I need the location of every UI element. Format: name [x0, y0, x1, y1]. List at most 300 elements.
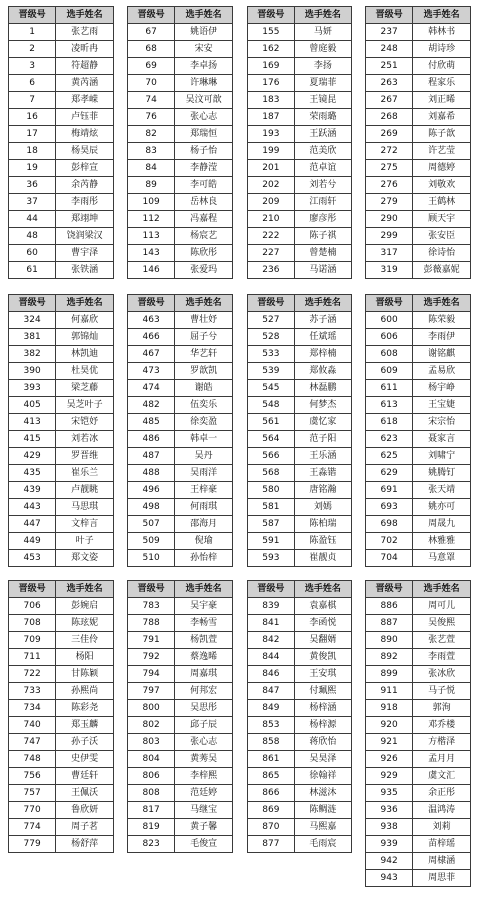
- contestant-name: 三佳伶: [56, 632, 114, 649]
- table-row: [9, 397, 114, 414]
- table-row: [128, 465, 233, 482]
- table-row: [128, 75, 233, 92]
- qualifier-number: 109: [128, 194, 175, 211]
- contestant-name: 刘啸宁: [413, 448, 471, 465]
- qualifier-number: 587: [248, 516, 295, 533]
- qualifier-number: 791: [128, 632, 175, 649]
- table-row: [9, 177, 114, 194]
- contestant-name: 杨宇峥: [413, 380, 471, 397]
- qualifier-number: 892: [366, 649, 413, 666]
- contestant-name: 范美欣: [294, 143, 351, 160]
- contestant-name: 梁芝藤: [56, 380, 114, 397]
- contestant-name: 孟月月: [413, 751, 471, 768]
- qualifier-number: 488: [128, 465, 175, 482]
- table-row: [9, 143, 114, 160]
- table-row: [248, 245, 352, 262]
- contestant-name: 郑孝嵘: [56, 92, 114, 109]
- qualifier-number: 722: [9, 666, 56, 683]
- contestant-name: 孟易欣: [413, 363, 471, 380]
- qualifier-number: 324: [9, 312, 56, 329]
- contestant-name: 周棣涵: [413, 853, 471, 870]
- qualifier-number: 162: [248, 41, 295, 58]
- contestant-name: 苗梓瑶: [413, 836, 471, 853]
- qualifier-number: 702: [366, 533, 413, 550]
- table-row: [9, 819, 114, 836]
- qualifier-number: 6: [9, 75, 56, 92]
- qualifier-number: 405: [9, 397, 56, 414]
- table-row: [128, 482, 233, 499]
- table-row: [9, 126, 114, 143]
- contestant-name: 吴汶可歆: [175, 92, 233, 109]
- table-row: [366, 160, 471, 177]
- qualifier-number: 510: [128, 550, 175, 567]
- contestant-name: 吴昊泽: [294, 751, 351, 768]
- qualifier-number: 533: [248, 346, 295, 363]
- qualifier-number: 788: [128, 615, 175, 632]
- qualifier-number: 861: [248, 751, 295, 768]
- contestant-name: 陈柏瑞: [294, 516, 351, 533]
- qualifier-number: 44: [9, 211, 56, 228]
- table-row: [248, 329, 352, 346]
- contestant-name: 林凯迪: [56, 346, 114, 363]
- contestant-name: 崔靓贞: [294, 550, 351, 567]
- header-number: 晋级号: [128, 7, 175, 24]
- header-row: [128, 581, 233, 598]
- qualifier-number: 877: [248, 836, 295, 853]
- contestant-name: 陈鲷涟: [294, 802, 351, 819]
- ranking-table: [127, 6, 233, 279]
- qualifier-number: 942: [366, 853, 413, 870]
- table-row: [366, 870, 471, 887]
- contestant-name: 卢靓眺: [56, 482, 114, 499]
- contestant-name: 蔡逸晞: [175, 649, 233, 666]
- header-number: 晋级号: [9, 581, 56, 598]
- table-row: [366, 550, 471, 567]
- qualifier-number: 272: [366, 143, 413, 160]
- table-row: [9, 751, 114, 768]
- contestant-name: 邱子辰: [175, 717, 233, 734]
- header-name: 选手姓名: [294, 581, 351, 598]
- table-row: [366, 499, 471, 516]
- table-row: [128, 109, 233, 126]
- contestant-name: 曾楚楠: [294, 245, 351, 262]
- qualifier-number: 849: [248, 700, 295, 717]
- contestant-name: 郑玉麟: [56, 717, 114, 734]
- table-row: [128, 211, 233, 228]
- block-1: [8, 6, 114, 279]
- contestant-name: 顾天宇: [413, 211, 471, 228]
- contestant-name: 廖彦彤: [294, 211, 351, 228]
- block-5: [8, 294, 114, 567]
- block-11: [247, 580, 352, 853]
- contestant-name: 曹宇泽: [56, 245, 114, 262]
- contestant-name: 史伊雯: [56, 751, 114, 768]
- table-row: [248, 700, 352, 717]
- contestant-name: 吴雨洋: [175, 465, 233, 482]
- qualifier-number: 613: [366, 397, 413, 414]
- qualifier-number: 869: [248, 802, 295, 819]
- contestant-name: 周德婷: [413, 160, 471, 177]
- header-name: 选手姓名: [294, 295, 351, 312]
- qualifier-number: 779: [9, 836, 56, 853]
- contestant-name: 郭洵: [413, 700, 471, 717]
- contestant-name: 马妍: [294, 24, 351, 41]
- qualifier-number: 413: [9, 414, 56, 431]
- contestant-name: 方楷泽: [413, 734, 471, 751]
- ranking-table: [127, 580, 233, 853]
- table-row: [366, 41, 471, 58]
- contestant-name: 王镜昆: [294, 92, 351, 109]
- qualifier-number: 611: [366, 380, 413, 397]
- qualifier-number: 176: [248, 75, 295, 92]
- qualifier-number: 890: [366, 632, 413, 649]
- contestant-name: 张艺萱: [413, 632, 471, 649]
- table-row: [366, 615, 471, 632]
- table-row: [9, 431, 114, 448]
- table-row: [9, 700, 114, 717]
- header-row: [9, 581, 114, 598]
- contestant-name: 杨舒萍: [56, 836, 114, 853]
- header-number: 晋级号: [366, 581, 413, 598]
- qualifier-number: 629: [366, 465, 413, 482]
- contestant-name: 范卓谊: [294, 160, 351, 177]
- contestant-name: 许艺莹: [413, 143, 471, 160]
- table-row: [128, 768, 233, 785]
- header-name: 选手姓名: [413, 295, 471, 312]
- contestant-name: 李雨萱: [413, 649, 471, 666]
- contestant-name: 周可儿: [413, 598, 471, 615]
- contestant-name: 刘若兮: [294, 177, 351, 194]
- contestant-name: 任斌瑶: [294, 329, 351, 346]
- qualifier-number: 227: [248, 245, 295, 262]
- contestant-name: 郑瑞恒: [175, 126, 233, 143]
- qualifier-number: 804: [128, 751, 175, 768]
- table-row: [9, 194, 114, 211]
- table-row: [9, 363, 114, 380]
- table-row: [128, 533, 233, 550]
- contestant-name: 余芮静: [56, 177, 114, 194]
- contestant-name: 张冰欣: [413, 666, 471, 683]
- table-row: [366, 516, 471, 533]
- contestant-name: 宋安: [175, 41, 233, 58]
- qualifier-number: 199: [248, 143, 295, 160]
- qualifier-number: 17: [9, 126, 56, 143]
- contestant-name: 李可皓: [175, 177, 233, 194]
- table-row: [366, 785, 471, 802]
- table-row: [366, 143, 471, 160]
- contestant-name: 杨子怡: [175, 143, 233, 160]
- table-row: [248, 768, 352, 785]
- qualifier-number: 509: [128, 533, 175, 550]
- table-row: [9, 598, 114, 615]
- table-row: [128, 414, 233, 431]
- qualifier-number: 487: [128, 448, 175, 465]
- qualifier-number: 393: [9, 380, 56, 397]
- qualifier-number: 486: [128, 431, 175, 448]
- qualifier-number: 496: [128, 482, 175, 499]
- table-row: [9, 632, 114, 649]
- contestant-name: 江雨轩: [294, 194, 351, 211]
- contestant-name: 彭梓宣: [56, 160, 114, 177]
- table-row: [366, 632, 471, 649]
- table-row: [9, 380, 114, 397]
- table-row: [248, 24, 352, 41]
- block-8: [365, 294, 471, 567]
- qualifier-number: 463: [128, 312, 175, 329]
- qualifier-number: 381: [9, 329, 56, 346]
- table-row: [366, 177, 471, 194]
- table-row: [248, 312, 352, 329]
- qualifier-number: 113: [128, 228, 175, 245]
- table-row: [9, 683, 114, 700]
- table-row: [128, 160, 233, 177]
- table-row: [366, 700, 471, 717]
- qualifier-number: 819: [128, 819, 175, 836]
- qualifier-number: 846: [248, 666, 295, 683]
- contestant-name: 谢铭麒: [413, 346, 471, 363]
- qualifier-number: 48: [9, 228, 56, 245]
- contestant-name: 张爱玛: [175, 262, 233, 279]
- table-row: [128, 734, 233, 751]
- qualifier-number: 774: [9, 819, 56, 836]
- table-row: [248, 785, 352, 802]
- qualifier-number: 187: [248, 109, 295, 126]
- table-row: [248, 683, 352, 700]
- table-row: [9, 448, 114, 465]
- contestant-name: 杨宸艺: [175, 228, 233, 245]
- contestant-name: 郭锦灿: [56, 329, 114, 346]
- contestant-name: 李雨伊: [413, 329, 471, 346]
- contestant-name: 吴翻婿: [294, 632, 351, 649]
- table-row: [366, 58, 471, 75]
- contestant-name: 温鸿涛: [413, 802, 471, 819]
- qualifier-number: 527: [248, 312, 295, 329]
- contestant-name: 周子茗: [56, 819, 114, 836]
- qualifier-number: 482: [128, 397, 175, 414]
- qualifier-number: 449: [9, 533, 56, 550]
- table-row: [9, 211, 114, 228]
- qualifier-number: 625: [366, 448, 413, 465]
- table-row: [366, 768, 471, 785]
- contestant-name: 王跃涵: [294, 126, 351, 143]
- contestant-name: 陈子祺: [294, 228, 351, 245]
- table-row: [248, 819, 352, 836]
- contestant-name: 叶子: [56, 533, 114, 550]
- header-row: [366, 581, 471, 598]
- contestant-name: 陈荣毅: [413, 312, 471, 329]
- contestant-name: 岳林良: [175, 194, 233, 211]
- contestant-name: 符超静: [56, 58, 114, 75]
- qualifier-number: 564: [248, 431, 295, 448]
- qualifier-number: 155: [248, 24, 295, 41]
- qualifier-number: 251: [366, 58, 413, 75]
- table-row: [9, 836, 114, 853]
- block-4: [365, 6, 471, 279]
- contestant-name: 彭婉启: [56, 598, 114, 615]
- table-row: [248, 482, 352, 499]
- table-row: [9, 58, 114, 75]
- header-row: [9, 295, 114, 312]
- table-row: [9, 329, 114, 346]
- ranking-table: [127, 294, 233, 567]
- contestant-name: 徐奕盈: [175, 414, 233, 431]
- contestant-name: 刘敬欢: [413, 177, 471, 194]
- contestant-name: 马熙嘉: [294, 819, 351, 836]
- qualifier-number: 847: [248, 683, 295, 700]
- contestant-name: 郑梓楠: [294, 346, 351, 363]
- table-row: [128, 245, 233, 262]
- qualifier-number: 415: [9, 431, 56, 448]
- table-row: [128, 262, 233, 279]
- table-row: [9, 245, 114, 262]
- contestant-name: 马继宝: [175, 802, 233, 819]
- block-3: [247, 6, 352, 279]
- contestant-name: 谢皓: [175, 380, 233, 397]
- qualifier-number: 16: [9, 109, 56, 126]
- contestant-name: 吴芝叶子: [56, 397, 114, 414]
- table-row: [366, 245, 471, 262]
- qualifier-number: 691: [366, 482, 413, 499]
- contestant-name: 韩林书: [413, 24, 471, 41]
- qualifier-number: 618: [366, 414, 413, 431]
- qualifier-number: 299: [366, 228, 413, 245]
- table-row: [128, 751, 233, 768]
- qualifier-number: 236: [248, 262, 295, 279]
- qualifier-number: 146: [128, 262, 175, 279]
- table-row: [366, 211, 471, 228]
- table-row: [128, 177, 233, 194]
- contestant-name: 王安琪: [294, 666, 351, 683]
- table-row: [366, 751, 471, 768]
- contestant-name: 王淼锴: [294, 465, 351, 482]
- qualifier-number: 69: [128, 58, 175, 75]
- qualifier-number: 429: [9, 448, 56, 465]
- qualifier-number: 794: [128, 666, 175, 683]
- qualifier-number: 275: [366, 160, 413, 177]
- table-row: [248, 550, 352, 567]
- qualifier-number: 89: [128, 177, 175, 194]
- contestant-name: 付欣萌: [413, 58, 471, 75]
- contestant-name: 张天靖: [413, 482, 471, 499]
- contestant-name: 鲁欣妍: [56, 802, 114, 819]
- table-row: [128, 785, 233, 802]
- contestant-name: 刘若冰: [56, 431, 114, 448]
- table-row: [128, 194, 233, 211]
- table-row: [248, 346, 352, 363]
- header-name: 选手姓名: [175, 295, 233, 312]
- contestant-name: 马诺涵: [294, 262, 351, 279]
- qualifier-number: 276: [366, 177, 413, 194]
- contestant-name: 马意罩: [413, 550, 471, 567]
- qualifier-number: 507: [128, 516, 175, 533]
- contestant-name: 刘嫣: [294, 499, 351, 516]
- table-row: [366, 228, 471, 245]
- qualifier-number: 60: [9, 245, 56, 262]
- table-row: [128, 380, 233, 397]
- table-row: [128, 312, 233, 329]
- table-row: [248, 363, 352, 380]
- qualifier-number: 568: [248, 465, 295, 482]
- contestant-name: 黄芮涵: [56, 75, 114, 92]
- qualifier-number: 693: [366, 499, 413, 516]
- qualifier-number: 3: [9, 58, 56, 75]
- table-row: [366, 75, 471, 92]
- contestant-name: 王鹤林: [413, 194, 471, 211]
- contestant-name: 曹廷轩: [56, 768, 114, 785]
- table-row: [128, 448, 233, 465]
- header-row: [248, 581, 352, 598]
- qualifier-number: 921: [366, 734, 413, 751]
- table-row: [9, 262, 114, 279]
- ranking-table: [365, 580, 471, 887]
- contestant-name: 杨梓源: [294, 717, 351, 734]
- contestant-name: 林磊鹏: [294, 380, 351, 397]
- contestant-name: 杨阳: [56, 649, 114, 666]
- header-row: [366, 295, 471, 312]
- contestant-name: 张铁涵: [56, 262, 114, 279]
- qualifier-number: 757: [9, 785, 56, 802]
- qualifier-number: 474: [128, 380, 175, 397]
- table-row: [9, 533, 114, 550]
- table-row: [128, 516, 233, 533]
- table-row: [366, 734, 471, 751]
- qualifier-number: 169: [248, 58, 295, 75]
- table-row: [9, 414, 114, 431]
- contestant-name: 马子悦: [413, 683, 471, 700]
- table-row: [248, 649, 352, 666]
- contestant-name: 张安臣: [413, 228, 471, 245]
- qualifier-number: 865: [248, 768, 295, 785]
- qualifier-number: 528: [248, 329, 295, 346]
- table-row: [248, 41, 352, 58]
- ranking-table: [8, 294, 114, 567]
- table-row: [248, 160, 352, 177]
- qualifier-number: 866: [248, 785, 295, 802]
- table-row: [128, 598, 233, 615]
- header-name: 选手姓名: [56, 581, 114, 598]
- table-row: [366, 24, 471, 41]
- table-row: [366, 649, 471, 666]
- header-name: 选手姓名: [175, 581, 233, 598]
- table-row: [9, 92, 114, 109]
- contestant-name: 何嘉欣: [56, 312, 114, 329]
- qualifier-number: 76: [128, 109, 175, 126]
- contestant-name: 陈彩尧: [56, 700, 114, 717]
- contestant-name: 吴思彤: [175, 700, 233, 717]
- contestant-name: 王梓豪: [175, 482, 233, 499]
- contestant-name: 黄俊凯: [294, 649, 351, 666]
- header-number: 晋级号: [248, 581, 295, 598]
- table-row: [9, 465, 114, 482]
- contestant-name: 文梓言: [56, 516, 114, 533]
- contestant-name: 姚腾钉: [413, 465, 471, 482]
- qualifier-number: 453: [9, 550, 56, 567]
- contestant-name: 许琳琳: [175, 75, 233, 92]
- contestant-name: 何邦宏: [175, 683, 233, 700]
- contestant-name: 唐铭瀚: [294, 482, 351, 499]
- qualifier-number: 19: [9, 160, 56, 177]
- qualifier-number: 797: [128, 683, 175, 700]
- qualifier-number: 82: [128, 126, 175, 143]
- qualifier-number: 600: [366, 312, 413, 329]
- header-number: 晋级号: [128, 295, 175, 312]
- qualifier-number: 911: [366, 683, 413, 700]
- header-number: 晋级号: [9, 295, 56, 312]
- table-row: [248, 666, 352, 683]
- qualifier-number: 248: [366, 41, 413, 58]
- qualifier-number: 609: [366, 363, 413, 380]
- contestant-name: 陈欣彤: [175, 245, 233, 262]
